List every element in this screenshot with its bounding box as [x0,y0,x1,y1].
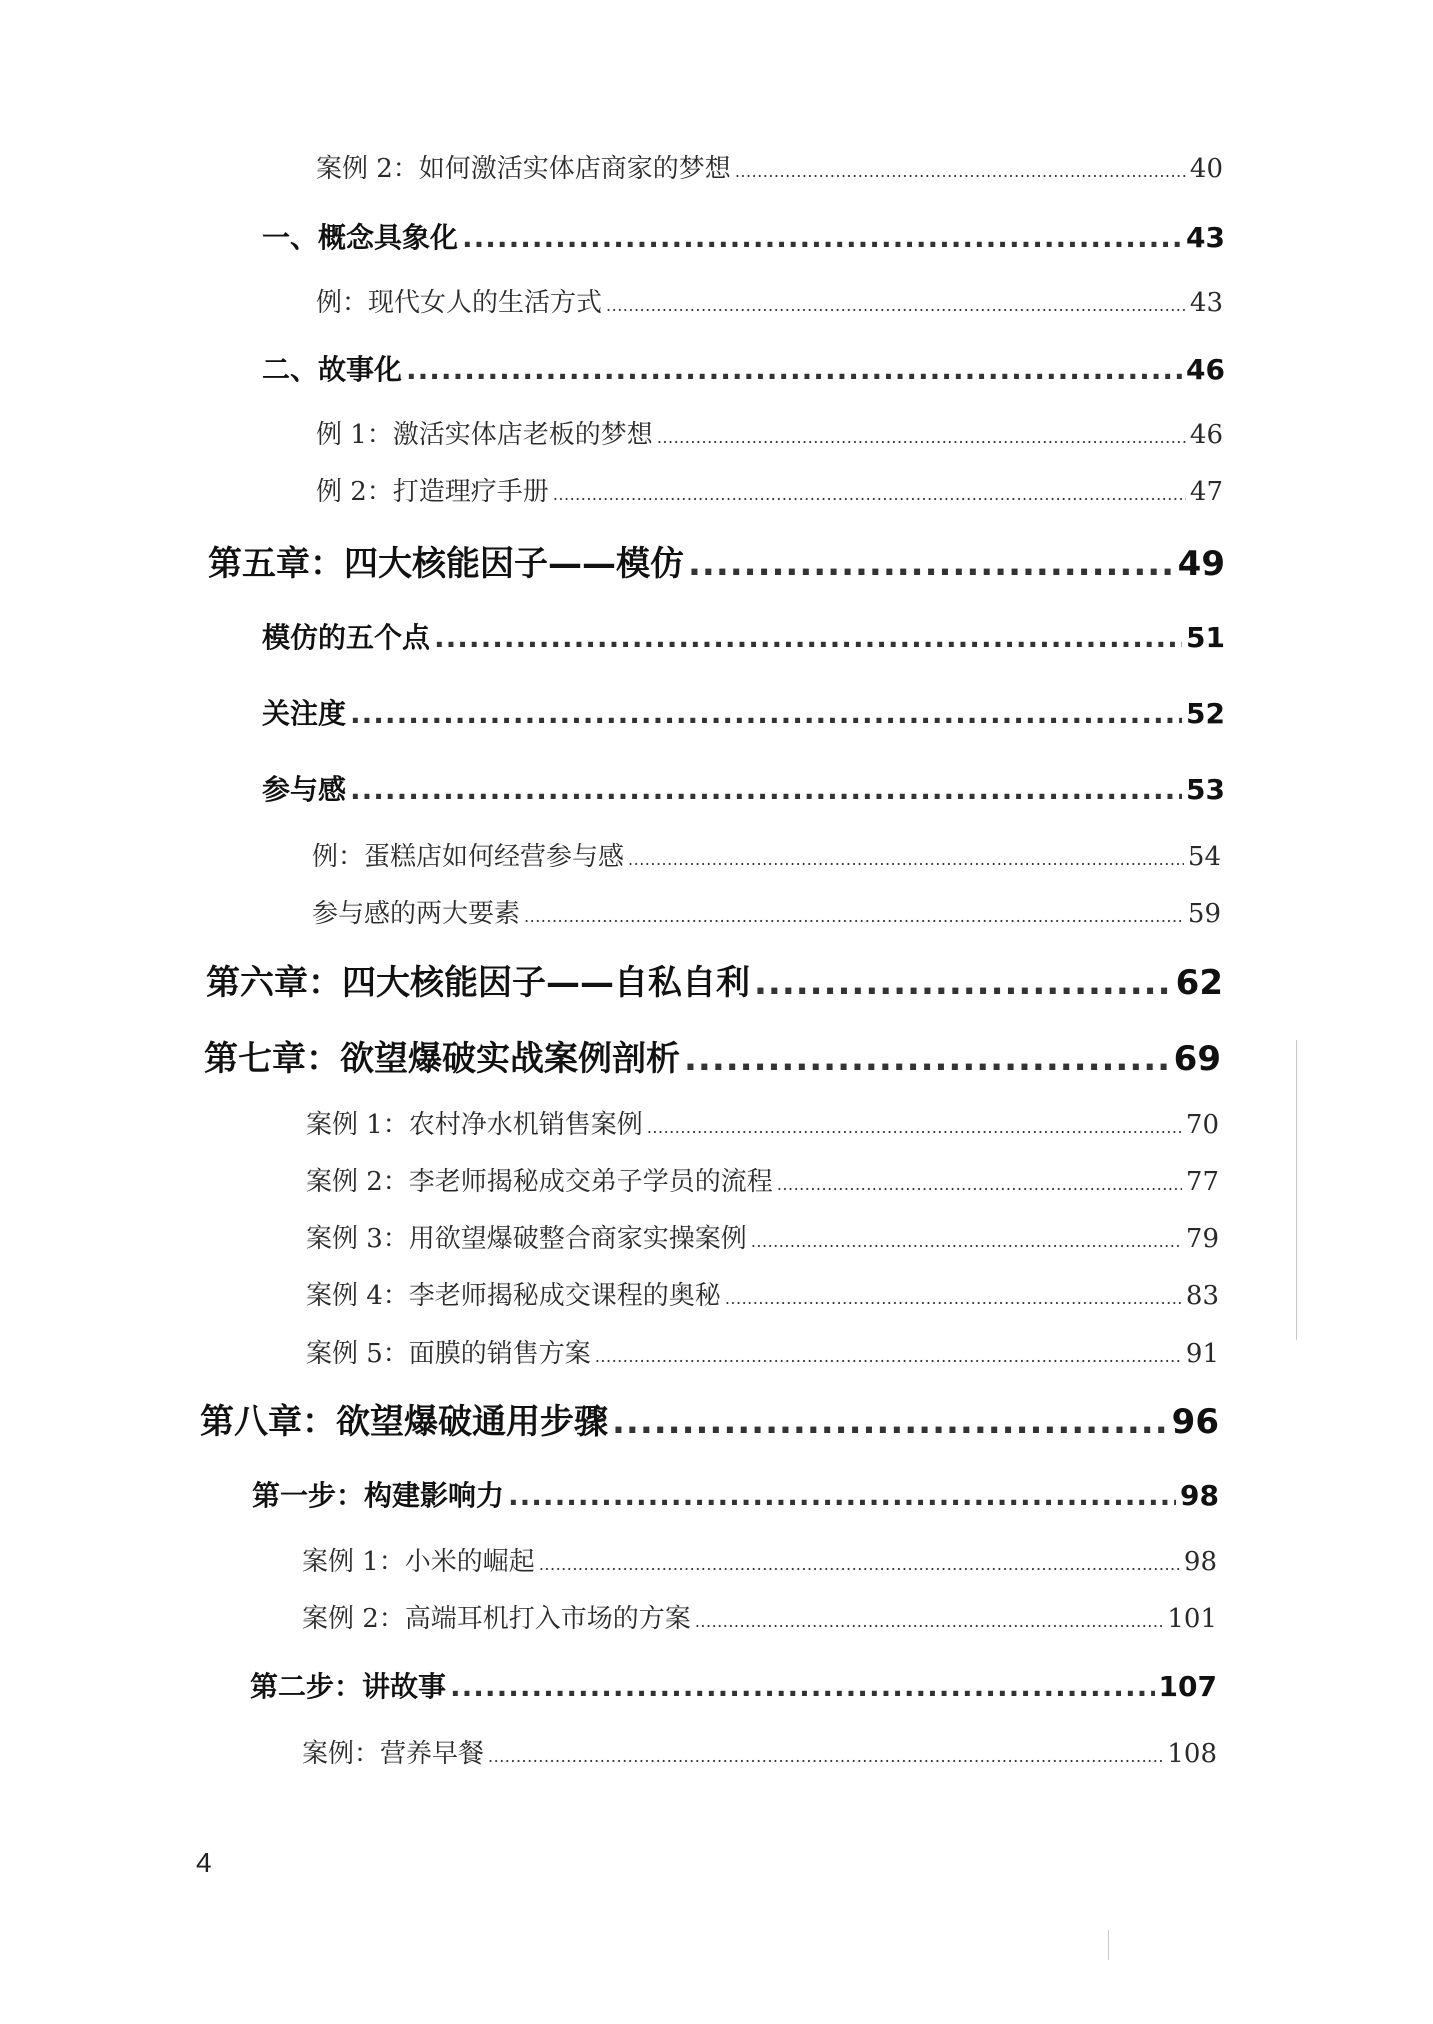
toc-entry [306,1275,1219,1312]
toc-entry-title: 第八章：欲望爆破通用步骤 [200,1402,608,1442]
dot-leader [647,1110,1182,1140]
toc-entry [252,1474,1219,1514]
toc-entry-title: 第一步：构建影响力 [252,1479,505,1512]
toc-entry-page: 52 [1186,697,1225,730]
toc-entry-title: 二、故事化 [262,353,403,386]
toc-entry-page: 59 [1187,899,1221,929]
toc-entry [208,536,1225,585]
toc-entry-page: 77 [1185,1167,1219,1197]
toc-entry-title: 第五章：四大核能因子——模仿 [208,544,684,584]
toc-entry-title: 例：现代女人的生活方式 [316,288,603,318]
toc-entry-title: 案例 4：李老师揭秘成交课程的奥秘 [306,1281,721,1311]
toc-entry [200,1394,1219,1443]
dot-leader [350,697,1182,730]
toc-entry [306,1333,1219,1370]
toc-entry-page: 49 [1177,544,1225,584]
toc-entry-title: 参与感的两大要素 [312,899,521,929]
toc-entry-page: 51 [1186,621,1225,654]
toc-entry [250,1665,1217,1705]
toc-entry [262,216,1225,256]
toc-entry [204,1031,1221,1080]
toc-entry [316,282,1223,319]
dot-leader [695,1604,1164,1634]
toc-entry-title: 案例 1：农村净水机销售案例 [306,1110,643,1140]
dot-leader [751,1224,1182,1254]
toc-entry-title: 例：蛋糕店如何经营参与感 [312,842,625,872]
toc-entry-page: 79 [1185,1224,1219,1254]
toc-entry-page: 69 [1173,1039,1221,1079]
toc-entry-title: 第六章：四大核能因子——自私自利 [206,963,750,1003]
dot-leader [406,353,1182,386]
toc-entry [262,348,1225,388]
toc-entry-page: 91 [1185,1339,1219,1369]
dot-leader [777,1167,1182,1197]
toc-entry-title: 案例 2：李老师揭秘成交弟子学员的流程 [306,1167,773,1197]
toc-entry-page: 96 [1171,1402,1219,1442]
dot-leader [595,1339,1182,1369]
dot-leader [539,1547,1180,1577]
toc-entry-title: 模仿的五个点 [262,621,431,654]
dot-leader [508,1479,1176,1512]
toc-entry [302,1598,1217,1635]
toc-entry [306,1104,1219,1141]
dot-leader [688,544,1174,584]
toc-entry-page: 43 [1189,288,1223,318]
toc-entry-page: 108 [1167,1739,1217,1769]
toc-entry-page: 40 [1189,154,1223,184]
toc-entry [302,1733,1217,1770]
toc-entry [302,1541,1217,1578]
dot-leader [553,477,1186,507]
dot-leader [606,288,1186,318]
toc-entry-page: 107 [1158,1670,1217,1703]
toc-entry [262,616,1225,656]
toc-entry [306,1218,1219,1255]
toc-entry [262,768,1225,808]
dot-leader [628,842,1184,872]
dot-leader [350,773,1182,806]
scan-artifact [1108,1930,1109,1960]
toc-entry-page: 46 [1189,420,1223,450]
toc-entry-page: 98 [1180,1479,1219,1512]
toc-entry-title: 例 1：激活实体店老板的梦想 [316,420,653,450]
toc-entry [316,414,1223,451]
toc-entry [262,692,1225,732]
toc-entry-title: 案例：营养早餐 [302,1739,485,1769]
toc-entry-page: 62 [1175,963,1223,1003]
toc-entry-title: 案例 3：用欲望爆破整合商家实操案例 [306,1224,747,1254]
toc-entry-page: 47 [1189,477,1223,507]
toc-entry-page: 70 [1185,1110,1219,1140]
toc-entry-page: 53 [1186,773,1225,806]
toc-entry-title: 关注度 [262,697,347,730]
toc-entry [306,1161,1219,1198]
toc-entry-title: 参与感 [262,773,347,806]
dot-leader [462,221,1182,254]
dot-leader [488,1739,1163,1769]
scan-artifact [1296,1040,1297,1340]
dot-leader [725,1281,1182,1311]
dot-leader [684,1039,1170,1079]
dot-leader [434,621,1182,654]
toc-entry-title: 案例 5：面膜的销售方案 [306,1339,591,1369]
toc-entry-title: 一、概念具象化 [262,221,459,254]
toc-entry-title: 第二步：讲故事 [250,1670,447,1703]
toc-entry-title: 第七章：欲望爆破实战案例剖析 [204,1039,680,1079]
toc-entry [312,893,1221,930]
dot-leader [612,1402,1168,1442]
toc-entry-title: 例 2：打造理疗手册 [316,477,549,507]
toc-entry [316,148,1223,185]
toc-entry-page: 54 [1187,842,1221,872]
toc-entry-page: 46 [1186,353,1225,386]
toc-entry-page: 83 [1185,1281,1219,1311]
toc-entry-title: 案例 2：高端耳机打入市场的方案 [302,1604,691,1634]
toc-entry [312,836,1221,873]
dot-leader [754,963,1172,1003]
toc-entry-title: 案例 2：如何激活实体店商家的梦想 [316,154,731,184]
toc-entry-page: 98 [1183,1547,1217,1577]
dot-leader [524,899,1184,929]
toc-entry [206,955,1223,1004]
footer-page-number: 4 [196,1847,212,1878]
toc-entry-page: 43 [1186,221,1225,254]
toc-entry [316,471,1223,508]
dot-leader [450,1670,1155,1703]
toc-entry-title: 案例 1：小米的崛起 [302,1547,535,1577]
toc-entry-page: 101 [1167,1604,1217,1634]
dot-leader [657,420,1186,450]
dot-leader [735,154,1186,184]
